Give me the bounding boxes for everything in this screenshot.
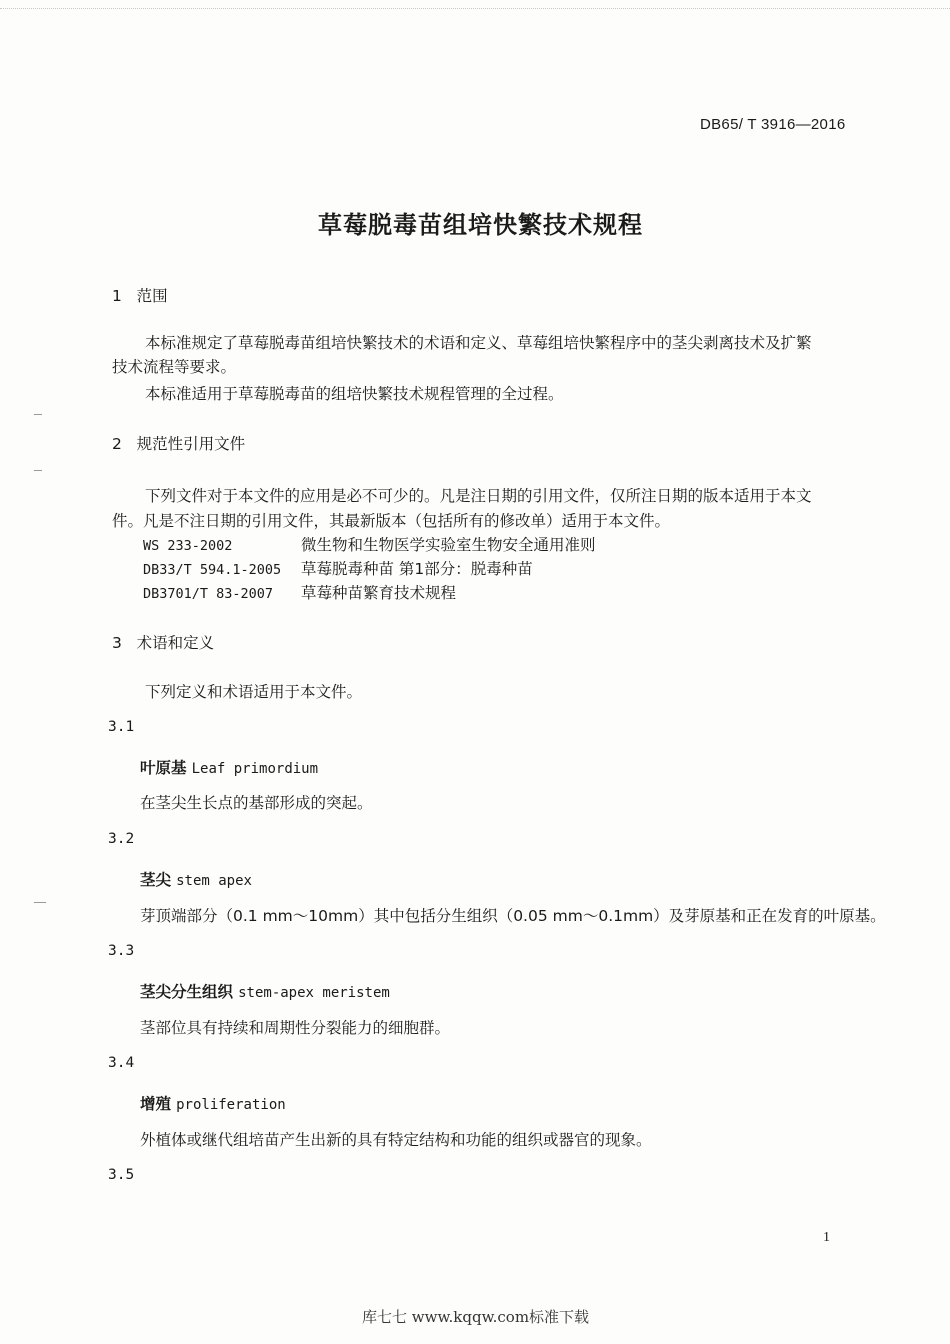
- section-title: 规范性引用文件: [136, 435, 246, 453]
- section-2-para-line1: 下列文件对于本文件的应用是必不可少的。凡是注日期的引用文件，仅所注日期的版本适用于本文: [145, 487, 812, 505]
- scan-speck: [34, 902, 46, 903]
- section-title: 术语和定义: [136, 634, 215, 652]
- reference-row: [143, 557, 533, 581]
- section-number: 1: [112, 287, 122, 305]
- doc-number: DB65/ T 3916—2016: [700, 116, 846, 133]
- scan-top-edge: [0, 0, 950, 9]
- reference-name: 微生物和生物医学实验室生物安全通用准则: [301, 536, 596, 554]
- term-heading: [140, 1092, 286, 1114]
- term-definition: 外植体或继代组培苗产生出新的具有特定结构和功能的组织或器官的现象。: [140, 1131, 652, 1149]
- term-en: proliferation: [176, 1097, 286, 1113]
- reference-code: DB3701/T 83-2007: [143, 586, 274, 602]
- term-number: 3.3: [108, 943, 135, 959]
- page-number: 1: [823, 1230, 830, 1245]
- section-3-intro: 下列定义和术语适用于本文件。: [145, 683, 363, 701]
- section-3-heading: [112, 631, 214, 653]
- section-1-para1-line2: 技术流程等要求。: [112, 358, 237, 376]
- footer-watermark: 库七七 www.kqqw.com标准下载: [362, 1308, 590, 1326]
- section-2-heading: [112, 432, 245, 454]
- reference-code: DB33/T 594.1-2005: [143, 562, 282, 578]
- section-1-heading: [112, 284, 168, 306]
- term-zh: 茎尖分生组织: [140, 983, 234, 1001]
- term-number: 3.5: [108, 1167, 135, 1183]
- section-2-para-line2: 件。凡是不注日期的引用文件，其最新版本（包括所有的修改单）适用于本文件。: [112, 512, 671, 530]
- term-definition: 芽顶端部分（0.1 mm～10mm）其中包括分生组织（0.05 mm～0.1mm）及芽原基和正在发育的叶原基。: [140, 907, 886, 925]
- term-heading: [140, 868, 252, 890]
- term-heading: [140, 756, 318, 778]
- term-number: 3.2: [108, 831, 135, 847]
- reference-name: 草莓脱毒种苗 第1部分：脱毒种苗: [301, 560, 533, 578]
- reference-row: [143, 581, 456, 605]
- term-number: 3.4: [108, 1055, 135, 1071]
- term-en: stem apex: [176, 873, 252, 889]
- scan-speck: [34, 414, 42, 415]
- reference-name: 草莓种苗繁育技术规程: [301, 584, 457, 602]
- term-zh: 增殖: [140, 1095, 172, 1113]
- scan-speck: [34, 470, 42, 471]
- section-number: 3: [112, 634, 122, 652]
- reference-row: [143, 533, 596, 557]
- term-zh: 叶原基: [140, 759, 187, 777]
- section-1-para1-line1: 本标准规定了草莓脱毒苗组培快繁技术的术语和定义、草莓组培快繁程序中的茎尖剥离技术及扩繁: [145, 334, 812, 352]
- term-heading: [140, 980, 390, 1002]
- term-number: 3.1: [108, 719, 135, 735]
- term-definition: 茎部位具有持续和周期性分裂能力的细胞群。: [140, 1019, 451, 1037]
- term-zh: 茎尖: [140, 871, 172, 889]
- section-1-para2: 本标准适用于草莓脱毒苗的组培快繁技术规程管理的全过程。: [145, 385, 564, 403]
- document-title: 草莓脱毒苗组培快繁技术规程: [318, 211, 643, 239]
- term-definition: 在茎尖生长点的基部形成的突起。: [140, 794, 373, 812]
- section-number: 2: [112, 435, 122, 453]
- term-en: Leaf primordium: [191, 761, 319, 777]
- reference-code: WS 233-2002: [143, 538, 233, 554]
- term-en: stem-apex meristem: [238, 985, 390, 1001]
- section-title: 范围: [136, 287, 168, 305]
